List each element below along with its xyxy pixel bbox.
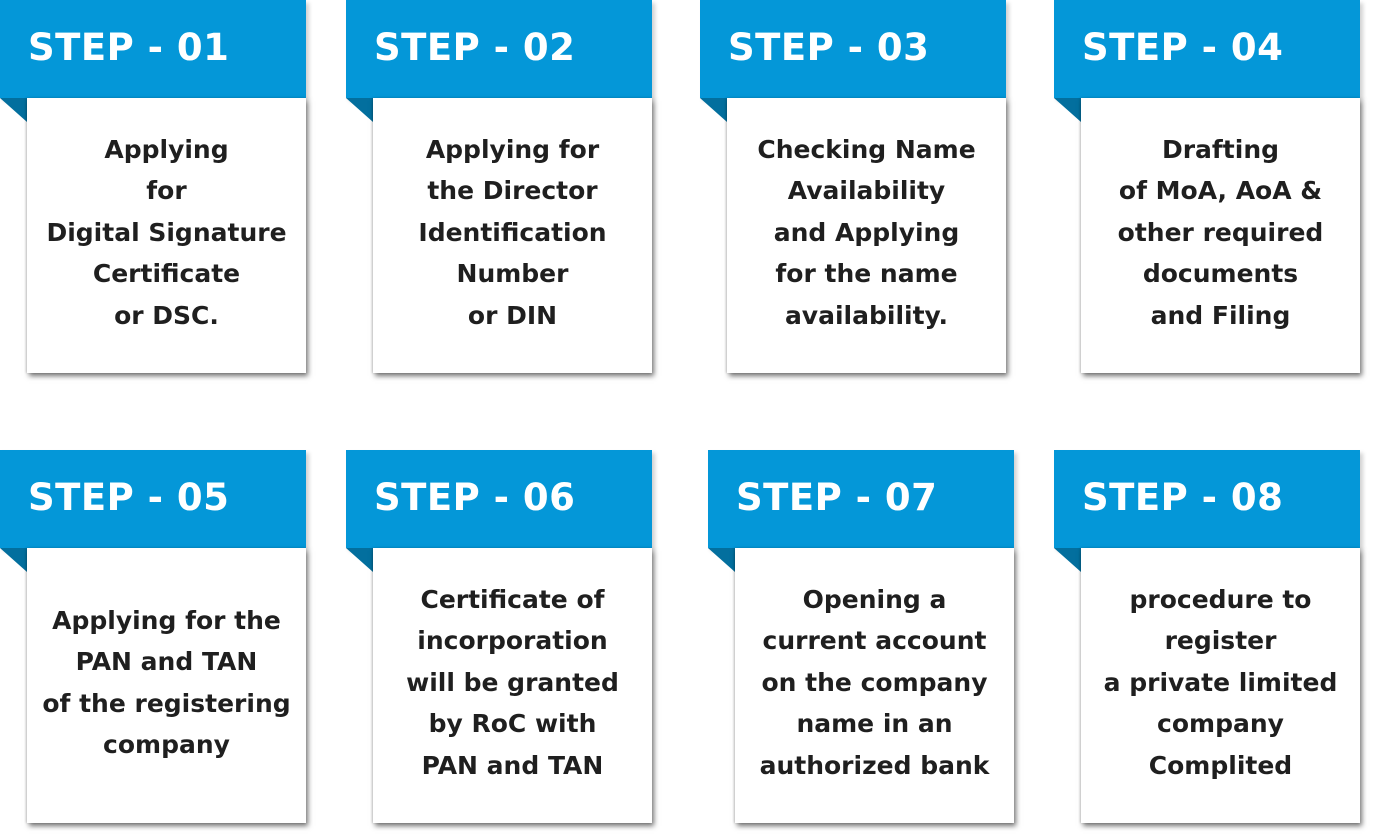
- banner-fold: [346, 98, 373, 122]
- step-body: [373, 548, 652, 823]
- step-title: STEP - 05: [28, 476, 230, 519]
- step-banner: [1054, 0, 1360, 98]
- step-description: Applying for Digital Signature Certificate or DSC.: [46, 134, 287, 330]
- banner-fold: [708, 548, 735, 572]
- step-title: STEP - 07: [736, 476, 938, 519]
- step-banner: [346, 0, 652, 98]
- step-body: [373, 98, 652, 373]
- step-body: [1081, 98, 1360, 373]
- step-banner: [0, 450, 306, 548]
- step-description: Drafting of MoA, AoA & other required documents and Filing: [1117, 134, 1324, 330]
- step-description: Opening a current account on the company name in an authorized bank: [759, 584, 990, 780]
- step-title: STEP - 04: [1082, 26, 1284, 69]
- banner-fold: [1054, 548, 1081, 572]
- step-body: [735, 548, 1014, 823]
- step-title: STEP - 03: [728, 26, 930, 69]
- step-description: Applying for the Director Identification Number or DIN: [418, 134, 607, 330]
- banner-fold: [0, 98, 27, 122]
- step-title: STEP - 01: [28, 26, 230, 69]
- step-body: [1081, 548, 1360, 823]
- step-banner: [0, 0, 306, 98]
- step-title: STEP - 02: [374, 26, 576, 69]
- step-banner: [708, 450, 1014, 548]
- banner-fold: [1054, 98, 1081, 122]
- banner-fold: [700, 98, 727, 122]
- banner-fold: [346, 548, 373, 572]
- step-body: [27, 98, 306, 373]
- step-banner: [1054, 450, 1360, 548]
- step-body: [27, 548, 306, 823]
- step-banner: [700, 0, 1006, 98]
- step-body: [727, 98, 1006, 373]
- step-description: procedure to register a private limited company Complited: [1103, 584, 1338, 780]
- step-description: Certificate of incorporation will be granted by RoC with PAN and TAN: [406, 584, 619, 780]
- step-description: Checking Name Availability and Applying for the name availability.: [757, 134, 976, 330]
- step-title: STEP - 06: [374, 476, 576, 519]
- step-title: STEP - 08: [1082, 476, 1284, 519]
- step-banner: [346, 450, 652, 548]
- banner-fold: [0, 548, 27, 572]
- step-description: Applying for the PAN and TAN of the registering company: [42, 605, 291, 759]
